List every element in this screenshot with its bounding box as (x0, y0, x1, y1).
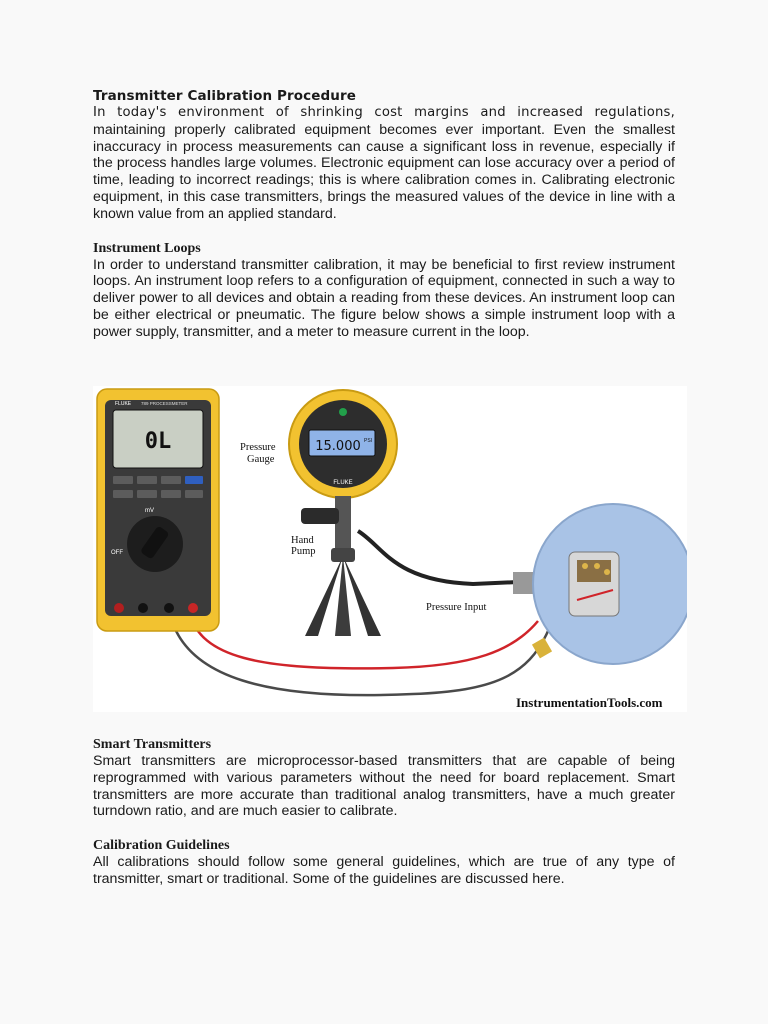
meter-display-value: 0L (144, 429, 172, 454)
figure-watermark: InstrumentationTools.com (516, 695, 663, 710)
meter-mv-label: mV (145, 508, 154, 514)
section-heading: Instrument Loops (93, 240, 201, 256)
intro-paragraph (93, 105, 675, 223)
section-instrument-loops (93, 240, 675, 341)
document-body (93, 88, 675, 341)
transmitter (513, 504, 687, 664)
meter-brand: FLUKE (115, 401, 132, 407)
meter-off-label: OFF (111, 550, 123, 556)
section-body: In order to understand transmitter calibration, it may be beneficial to first review instrument loops. An instrument loop refers to a configuration of equipment, connected in such a way to deliver power to all devices and obtain a reading from these devices. An instrument loop can be either electrical or pneumatic. The figure below shows a simple instrument loop with a power supply, transmitter, and a meter to measure current in the loop. (93, 256, 675, 340)
intro-first-line: In today's environment of shrinking cost margins and increased regulations, (93, 105, 675, 120)
black-wire (171, 618, 548, 695)
section-heading: Smart Transmitters (93, 737, 212, 752)
figure-illustration (93, 386, 687, 712)
section-calibration-guidelines (93, 837, 675, 888)
intro-rest: maintaining properly calibrated equipment becomes ever important. Even the smallest inaccuracy in process measurements can cause a significant loss in revenue, especially if the process handles large volumes. Electronic equipment can lose accuracy over a period of time, leading to incorrect readings; this is where calibration comes in. Calibrating electronic equipment, in this case transmitters, brings the measured values of the device in line with a known value from an applied standard. (93, 121, 675, 222)
hand-pump (301, 496, 381, 636)
label-pressure-gauge-2: Gauge (247, 454, 275, 465)
label-pressure-input: Pressure Input (426, 602, 487, 613)
label-hand-pump-2: Pump (291, 546, 316, 557)
document-body-lower (93, 736, 675, 888)
pressure-hose (358, 531, 518, 584)
gauge-unit: PSI (364, 438, 373, 444)
gauge-brand: FLUKE (333, 480, 353, 486)
page-title: Transmitter Calibration Procedure (93, 88, 356, 104)
section-body: Smart transmitters are microprocessor-based transmitters that are capable of being reprogrammed with various parameters without the need for board replacement. Smart transmitters are more accurate than traditional analog transmitters, have a much greater turndown ratio, and are much easier to calibrate. (93, 753, 675, 820)
red-wire (189, 614, 538, 668)
section-body: All calibrations should follow some general guidelines, which are true of any type of transmitter, smart or traditional. Some of the guidelines are discussed here. (93, 854, 675, 887)
section-heading: Calibration Guidelines (93, 838, 230, 854)
multimeter (97, 389, 219, 631)
label-hand-pump-1: Hand (291, 535, 314, 546)
section-smart-transmitters (93, 736, 675, 820)
meter-model: 789 PROCESSMETER (141, 401, 188, 406)
pressure-gauge (289, 390, 397, 498)
label-pressure-gauge-1: Pressure (240, 442, 276, 453)
gauge-display-value: 15.000 (315, 439, 361, 454)
instrument-loop-figure (93, 386, 687, 712)
